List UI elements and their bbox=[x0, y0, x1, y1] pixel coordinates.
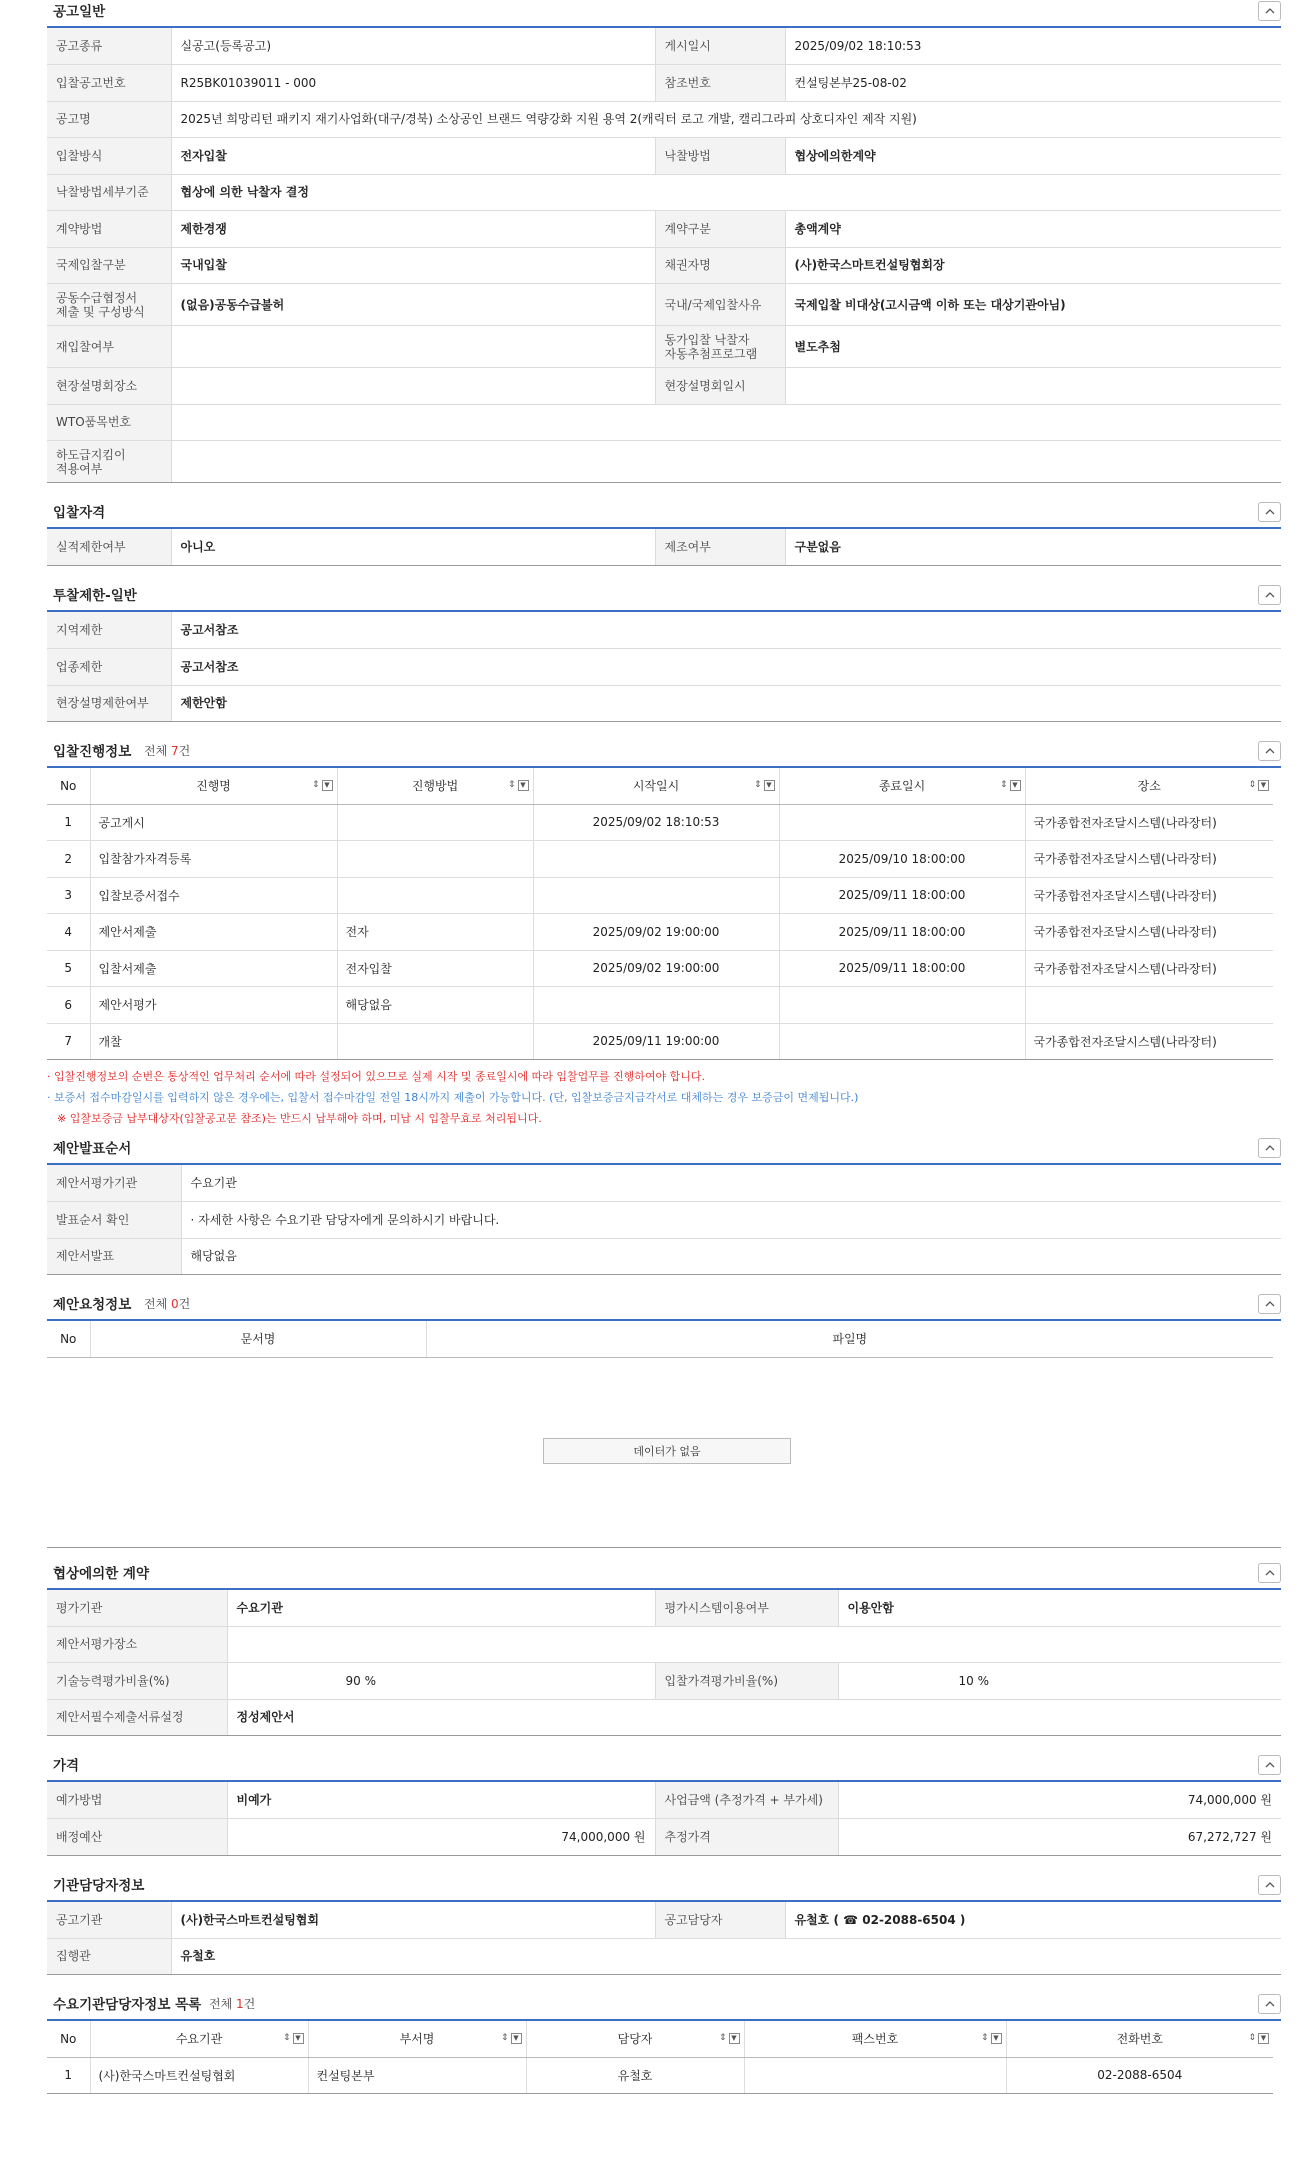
field-value: 수요기관 bbox=[227, 1590, 655, 1627]
kv-row bbox=[47, 1238, 1281, 1275]
field-value: 공고서참조 bbox=[171, 612, 1281, 649]
column-header-label: 팩스번호 bbox=[851, 2032, 899, 2047]
general-row bbox=[47, 368, 1281, 405]
field-label: 입찰방식 bbox=[47, 138, 171, 175]
field-value: · 자세한 사항은 수요기관 담당자에게 문의하시기 바랍니다. bbox=[181, 1202, 1281, 1239]
request-collapse-button[interactable] bbox=[1258, 1294, 1281, 1314]
table-cell: 4 bbox=[47, 914, 90, 951]
column-header-label: 종료일시 bbox=[878, 779, 926, 794]
table-cell: 전자입찰 bbox=[337, 950, 533, 987]
column-header bbox=[47, 2021, 90, 2057]
column-header-label: 진행명 bbox=[196, 779, 231, 794]
kv-row bbox=[47, 649, 1281, 686]
field-value: 실공고(등록공고) bbox=[171, 28, 655, 65]
kv-row bbox=[47, 1202, 1281, 1239]
table-cell: 6 bbox=[47, 987, 90, 1024]
column-header[interactable] bbox=[337, 768, 533, 804]
field-label: 공고종류 bbox=[47, 28, 171, 65]
general-row bbox=[47, 101, 1281, 138]
chevron-up-icon bbox=[1265, 1882, 1275, 1888]
sort-control[interactable] bbox=[501, 2033, 522, 2044]
kv-row bbox=[47, 612, 1281, 649]
filter-dropdown-icon[interactable]: ▼ bbox=[1258, 780, 1269, 791]
chevron-up-icon bbox=[1265, 592, 1275, 598]
field-value: 별도추첨 bbox=[785, 326, 1281, 368]
column-header[interactable] bbox=[533, 768, 779, 804]
filter-dropdown-icon[interactable]: ▼ bbox=[764, 780, 775, 791]
field-value: (사)한국스마트컨설팅협회 bbox=[171, 1902, 655, 1939]
table-cell: 02-2088-6504 bbox=[1006, 2057, 1273, 2094]
table-cell bbox=[337, 1023, 533, 1060]
table-row bbox=[47, 1023, 1273, 1060]
presentation-header bbox=[47, 1137, 1281, 1165]
table-row bbox=[47, 877, 1273, 914]
field-label: 추정가격 bbox=[655, 1819, 838, 1856]
chevron-up-icon bbox=[1265, 509, 1275, 515]
chevron-up-icon bbox=[1265, 1301, 1275, 1307]
field-label: 게시일시 bbox=[655, 28, 785, 65]
kv-row bbox=[47, 1819, 1281, 1856]
field-value: 제한안함 bbox=[171, 685, 1281, 722]
column-header[interactable] bbox=[90, 2021, 308, 2057]
sort-control[interactable] bbox=[312, 780, 333, 791]
field-label: 공동수급협정서 제출 및 구성방식 bbox=[47, 284, 171, 326]
column-header[interactable] bbox=[1025, 768, 1273, 804]
field-label: WTO품목번호 bbox=[47, 404, 171, 441]
field-label: 발표순서 확인 bbox=[47, 1202, 181, 1239]
presentation-title: 제안발표순서 bbox=[53, 1141, 132, 1157]
field-value: 유철호 bbox=[171, 1938, 1281, 1975]
field-label: 재입찰여부 bbox=[47, 326, 171, 368]
table-cell: 국가종합전자조달시스템(나라장터) bbox=[1025, 1023, 1273, 1060]
sort-arrows-icon[interactable]: ⇕ bbox=[1248, 2033, 1256, 2043]
page bbox=[47, 0, 1281, 2094]
table-cell bbox=[779, 1023, 1025, 1060]
table-header-row bbox=[47, 2021, 1273, 2057]
filter-dropdown-icon[interactable]: ▼ bbox=[518, 780, 529, 791]
sort-arrows-icon[interactable]: ⇕ bbox=[980, 2033, 989, 2043]
count-prefix: 전체 bbox=[209, 1997, 236, 2011]
negotiation-title: 협상에의한 계약 bbox=[53, 1565, 149, 1582]
column-header[interactable] bbox=[744, 2021, 1006, 2057]
count-suffix: 건 bbox=[178, 744, 191, 758]
table-cell: (사)한국스마트컨설팅협회 bbox=[90, 2057, 308, 2094]
field-value: 비예가 bbox=[227, 1782, 655, 1819]
field-value: 국제입찰 비대상(고시금액 이하 또는 대상기관아님) bbox=[785, 284, 1281, 326]
presentation-table bbox=[47, 1165, 1281, 1275]
column-header-label: 장소 bbox=[1137, 779, 1161, 794]
no-data-message: 데이터가 없음 bbox=[543, 1438, 791, 1464]
field-value: 공고서참조 bbox=[171, 649, 1281, 686]
sort-arrows-icon[interactable]: ⇕ bbox=[311, 780, 320, 790]
table-cell: 2025/09/10 18:00:00 bbox=[779, 841, 1025, 878]
demand-table bbox=[47, 2021, 1273, 2094]
progress-notes bbox=[47, 1060, 1281, 1137]
count-number: 0 bbox=[171, 1297, 179, 1311]
filter-dropdown-icon[interactable]: ▼ bbox=[293, 2033, 304, 2044]
table-cell: 2025/09/02 19:00:00 bbox=[533, 950, 779, 987]
notice-text: · 입찰진행정보의 순번은 통상적인 업무처리 순서에 따라 설정되어 있으므로 실제 시작 및 종료일시에 따라 입찰업무를 진행하여야 합니다. bbox=[47, 1070, 705, 1083]
field-value: 74,000,000 원 bbox=[227, 1819, 655, 1856]
general-row bbox=[47, 441, 1281, 483]
chevron-up-icon bbox=[1265, 2001, 1275, 2007]
field-label: 집행관 bbox=[47, 1938, 171, 1975]
field-label: 배정예산 bbox=[47, 1819, 227, 1856]
general-row bbox=[47, 138, 1281, 175]
table-cell: 1 bbox=[47, 2057, 90, 2094]
negotiation-table bbox=[47, 1590, 1281, 1737]
field-label: 평가기관 bbox=[47, 1590, 227, 1627]
table-cell: 입찰보증서접수 bbox=[90, 877, 337, 914]
restriction-title: 투찰제한-일반 bbox=[53, 588, 137, 604]
table-cell: 개찰 bbox=[90, 1023, 337, 1060]
filter-dropdown-icon[interactable]: ▼ bbox=[322, 780, 333, 791]
table-header-row bbox=[47, 768, 1273, 804]
column-header: 파일명 bbox=[426, 1321, 1273, 1357]
field-label: 실적제한여부 bbox=[47, 529, 171, 566]
progress-header bbox=[47, 740, 1281, 768]
column-header bbox=[47, 768, 90, 804]
sort-arrows-icon[interactable]: ⇕ bbox=[718, 2033, 727, 2043]
table-cell: 국가종합전자조달시스템(나라장터) bbox=[1025, 841, 1273, 878]
demand-header bbox=[47, 1993, 1281, 2021]
table-cell: 2025/09/11 19:00:00 bbox=[533, 1023, 779, 1060]
kv-row bbox=[47, 685, 1281, 722]
field-value: 이용안함 bbox=[838, 1590, 1281, 1627]
count-number: 1 bbox=[236, 1997, 244, 2011]
field-label: 공고명 bbox=[47, 101, 171, 138]
field-label: 사업금액 (추정가격 + 부가세) bbox=[655, 1782, 838, 1819]
field-label: 지역제한 bbox=[47, 612, 171, 649]
field-value: 협상에의한계약 bbox=[785, 138, 1281, 175]
negotiation-header bbox=[47, 1562, 1281, 1590]
table-row bbox=[47, 950, 1273, 987]
table-cell: 입찰서제출 bbox=[90, 950, 337, 987]
field-value: 아니오 bbox=[171, 529, 655, 566]
restriction-collapse-button[interactable] bbox=[1258, 585, 1281, 605]
table-cell bbox=[744, 2057, 1006, 2094]
table-cell: 입찰참가자격등록 bbox=[90, 841, 337, 878]
column-header[interactable] bbox=[90, 768, 337, 804]
kv-row bbox=[47, 1699, 1281, 1736]
table-cell: 국가종합전자조달시스템(나라장터) bbox=[1025, 877, 1273, 914]
sort-control[interactable] bbox=[981, 2033, 1002, 2044]
table-cell: 2025/09/11 18:00:00 bbox=[779, 914, 1025, 951]
column-header-label: 부서명 bbox=[399, 2032, 435, 2047]
sort-control[interactable] bbox=[719, 2033, 740, 2044]
field-value: 10 % bbox=[838, 1663, 1281, 1700]
field-value: 컨설팅본부25-08-02 bbox=[785, 65, 1281, 102]
notice-text: ※ 입찰보증금 납부대상자(입찰공고문 참조)는 반드시 납부해야 하며, 미납 시 입찰무효로 처리됩니다. bbox=[57, 1112, 542, 1125]
demand-count bbox=[209, 1995, 255, 2012]
table-row bbox=[47, 987, 1273, 1024]
column-header: No bbox=[47, 1321, 90, 1357]
field-label: 참조번호 bbox=[655, 65, 785, 102]
demand-title: 수요기관담당자정보 목록 bbox=[53, 1997, 202, 2013]
field-value bbox=[171, 368, 655, 405]
filter-dropdown-icon[interactable]: ▼ bbox=[511, 2033, 522, 2044]
filter-dropdown-icon[interactable]: ▼ bbox=[1258, 2033, 1269, 2044]
general-title: 공고일반 bbox=[53, 4, 106, 20]
presentation-collapse-button[interactable] bbox=[1258, 1138, 1281, 1158]
field-value: 수요기관 bbox=[181, 1165, 1281, 1202]
contact-header bbox=[47, 1874, 1281, 1902]
field-label: 제조여부 bbox=[655, 529, 785, 566]
progress-collapse-button[interactable] bbox=[1258, 741, 1281, 761]
table-cell bbox=[337, 804, 533, 841]
table-cell: 2025/09/02 19:00:00 bbox=[533, 914, 779, 951]
sort-arrows-icon[interactable]: ⇕ bbox=[507, 780, 516, 790]
price-collapse-button[interactable] bbox=[1258, 1755, 1281, 1775]
field-value: 해당없음 bbox=[181, 1238, 1281, 1275]
field-value: 협상에 의한 낙찰자 결정 bbox=[171, 174, 1281, 211]
field-value: 구분없음 bbox=[785, 529, 1281, 566]
general-row bbox=[47, 284, 1281, 326]
field-label: 낙찰방법 bbox=[655, 138, 785, 175]
progress-table bbox=[47, 768, 1273, 1060]
progress-count bbox=[144, 742, 190, 759]
general-table bbox=[47, 28, 1281, 483]
column-header[interactable] bbox=[526, 2021, 744, 2057]
table-cell bbox=[533, 877, 779, 914]
negotiation-collapse-button[interactable] bbox=[1258, 1563, 1281, 1583]
general-row bbox=[47, 326, 1281, 368]
field-label: 업종제한 bbox=[47, 649, 171, 686]
general-row bbox=[47, 174, 1281, 211]
table-cell bbox=[337, 877, 533, 914]
general-collapse-button[interactable] bbox=[1258, 1, 1281, 21]
field-value: (사)한국스마트컨설팅협회장 bbox=[785, 247, 1281, 284]
general-row bbox=[47, 247, 1281, 284]
table-cell: 2 bbox=[47, 841, 90, 878]
contact-title: 기관담당자정보 bbox=[53, 1877, 145, 1894]
field-label: 제안서발표 bbox=[47, 1238, 181, 1275]
table-cell: 국가종합전자조달시스템(나라장터) bbox=[1025, 914, 1273, 951]
sort-control[interactable] bbox=[754, 780, 775, 791]
sort-arrows-icon[interactable]: ⇕ bbox=[500, 2033, 509, 2043]
field-value: 총액계약 bbox=[785, 211, 1281, 248]
field-value: 67,272,727 원 bbox=[838, 1819, 1281, 1856]
field-value bbox=[171, 441, 1281, 483]
kv-row bbox=[47, 1938, 1281, 1975]
request-title: 제안요청정보 bbox=[53, 1297, 132, 1313]
field-value: 90 % bbox=[227, 1663, 655, 1700]
field-value: R25BK01039011 - 000 bbox=[171, 65, 655, 102]
chevron-up-icon bbox=[1265, 1145, 1275, 1151]
field-value: 국내입찰 bbox=[171, 247, 655, 284]
table-cell: 2025/09/11 18:00:00 bbox=[779, 950, 1025, 987]
sort-arrows-icon[interactable]: ⇕ bbox=[999, 780, 1008, 790]
table-row bbox=[47, 2057, 1273, 2094]
field-label: 공고기관 bbox=[47, 1902, 171, 1939]
field-label: 낙찰방법세부기준 bbox=[47, 174, 171, 211]
field-label: 계약구분 bbox=[655, 211, 785, 248]
general-row bbox=[47, 211, 1281, 248]
sort-control[interactable] bbox=[1248, 780, 1269, 791]
table-cell: 1 bbox=[47, 804, 90, 841]
table-cell: 공고게시 bbox=[90, 804, 337, 841]
field-value bbox=[171, 326, 655, 368]
contact-table bbox=[47, 1902, 1281, 1976]
qualification-collapse-button[interactable] bbox=[1258, 502, 1281, 522]
field-value: (없음)공동수급불허 bbox=[171, 284, 655, 326]
table-cell: 해당없음 bbox=[337, 987, 533, 1024]
general-row bbox=[47, 28, 1281, 65]
count-suffix: 건 bbox=[178, 1297, 191, 1311]
filter-dropdown-icon[interactable]: ▼ bbox=[1010, 780, 1021, 791]
table-cell: 국가종합전자조달시스템(나라장터) bbox=[1025, 950, 1273, 987]
field-label: 국내/국제입찰사유 bbox=[655, 284, 785, 326]
table-cell bbox=[1025, 987, 1273, 1024]
table-cell bbox=[533, 987, 779, 1024]
field-label: 제안서필수제출서류설정 bbox=[47, 1699, 227, 1736]
restriction-table bbox=[47, 612, 1281, 722]
table-cell: 5 bbox=[47, 950, 90, 987]
kv-row bbox=[47, 1165, 1281, 1202]
sort-control[interactable] bbox=[283, 2033, 304, 2044]
request-count bbox=[144, 1295, 190, 1312]
count-suffix: 건 bbox=[243, 1997, 256, 2011]
field-value: 전자입찰 bbox=[171, 138, 655, 175]
count-prefix: 전체 bbox=[144, 1297, 171, 1311]
field-label: 제안서평가기관 bbox=[47, 1165, 181, 1202]
restriction-header bbox=[47, 584, 1281, 612]
field-value: 74,000,000 원 bbox=[838, 1782, 1281, 1819]
field-label: 제안서평가장소 bbox=[47, 1626, 227, 1663]
field-value bbox=[227, 1626, 1281, 1663]
kv-row bbox=[47, 1626, 1281, 1663]
chevron-up-icon bbox=[1265, 748, 1275, 754]
kv-row bbox=[47, 1902, 1281, 1939]
sort-arrows-icon[interactable]: ⇕ bbox=[753, 780, 762, 790]
table-cell: 2025/09/11 18:00:00 bbox=[779, 877, 1025, 914]
table-cell: 전자 bbox=[337, 914, 533, 951]
notice-text: · 보증서 접수마감일시를 입력하지 않은 경우에는, 입찰서 접수마감일 전일 18시까지 제출이 가능합니다. (단, 입찰보증금지급각서로 대체하는 경우 보증금이 면제됩니다.) bbox=[47, 1091, 859, 1104]
qualification-table bbox=[47, 529, 1281, 566]
field-value: 2025/09/02 18:10:53 bbox=[785, 28, 1281, 65]
general-header bbox=[47, 0, 1281, 28]
table-row bbox=[47, 841, 1273, 878]
request-table bbox=[47, 1321, 1273, 1358]
field-label: 현장설명회일시 bbox=[655, 368, 785, 405]
table-cell: 2025/09/02 18:10:53 bbox=[533, 804, 779, 841]
table-cell bbox=[337, 841, 533, 878]
field-label: 국제입찰구분 bbox=[47, 247, 171, 284]
column-header[interactable] bbox=[308, 2021, 526, 2057]
sort-arrows-icon[interactable]: ⇕ bbox=[1248, 780, 1256, 790]
field-label: 현장설명제한여부 bbox=[47, 685, 171, 722]
field-label: 하도급지킴이 적용여부 bbox=[47, 441, 171, 483]
kv-row bbox=[47, 1663, 1281, 1700]
column-header: 문서명 bbox=[90, 1321, 426, 1357]
table-cell: 3 bbox=[47, 877, 90, 914]
count-number: 7 bbox=[171, 744, 179, 758]
field-label: 예가방법 bbox=[47, 1782, 227, 1819]
table-cell bbox=[779, 987, 1025, 1024]
column-header-label: 진행방법 bbox=[411, 779, 459, 794]
table-cell: 제안서평가 bbox=[90, 987, 337, 1024]
contact-collapse-button[interactable] bbox=[1258, 1875, 1281, 1895]
field-label: 입찰가격평가비율(%) bbox=[655, 1663, 838, 1700]
request-header bbox=[47, 1293, 1281, 1321]
table-cell: 국가종합전자조달시스템(나라장터) bbox=[1025, 804, 1273, 841]
field-value: 정성제안서 bbox=[227, 1699, 1281, 1736]
chevron-up-icon bbox=[1265, 8, 1275, 14]
field-label: 계약방법 bbox=[47, 211, 171, 248]
field-label: 공고담당자 bbox=[655, 1902, 785, 1939]
kv-row bbox=[47, 1782, 1281, 1819]
table-header-row bbox=[47, 1321, 1273, 1357]
filter-dropdown-icon[interactable]: ▼ bbox=[729, 2033, 740, 2044]
qualification-title: 입찰자격 bbox=[53, 505, 106, 521]
demand-collapse-button[interactable] bbox=[1258, 1994, 1281, 2014]
field-value: 2025년 희망리턴 패키지 재기사업화(대구/경북) 소상공인 브랜드 역량강화 지원 용역 2(캐릭터 로고 개발, 캘리그라피 상호디자인 제작 지원) bbox=[171, 101, 1281, 138]
table-cell bbox=[779, 804, 1025, 841]
sort-control[interactable] bbox=[1248, 2033, 1269, 2044]
field-label: 평가시스템이용여부 bbox=[655, 1590, 838, 1627]
price-table bbox=[47, 1782, 1281, 1856]
sort-arrows-icon[interactable]: ⇕ bbox=[282, 2033, 291, 2043]
table-cell bbox=[533, 841, 779, 878]
kv-row bbox=[47, 1590, 1281, 1627]
price-title: 가격 bbox=[53, 1758, 80, 1774]
field-value bbox=[171, 404, 1281, 441]
filter-dropdown-icon[interactable]: ▼ bbox=[991, 2033, 1002, 2044]
chevron-up-icon bbox=[1265, 1762, 1275, 1768]
field-value: 유철호 ( ☎ 02-2088-6504 ) bbox=[785, 1902, 1281, 1939]
column-header-label: 수요기관 bbox=[175, 2032, 223, 2047]
qualification-header bbox=[47, 501, 1281, 529]
general-row bbox=[47, 65, 1281, 102]
price-header bbox=[47, 1754, 1281, 1782]
kv-row bbox=[47, 529, 1281, 566]
empty-table-area bbox=[47, 1358, 1281, 1548]
column-header-label: 시작일시 bbox=[632, 779, 680, 794]
count-prefix: 전체 bbox=[144, 744, 171, 758]
field-label: 기술능력평가비율(%) bbox=[47, 1663, 227, 1700]
sort-control[interactable] bbox=[1000, 780, 1021, 791]
table-cell: 7 bbox=[47, 1023, 90, 1060]
field-label: 동가입찰 낙찰자 자동추첨프로그램 bbox=[655, 326, 785, 368]
column-header-label: No bbox=[60, 778, 77, 793]
field-label: 입찰공고번호 bbox=[47, 65, 171, 102]
table-row bbox=[47, 804, 1273, 841]
chevron-up-icon bbox=[1265, 1570, 1275, 1576]
field-value: 제한경쟁 bbox=[171, 211, 655, 248]
general-row bbox=[47, 404, 1281, 441]
progress-title: 입찰진행정보 bbox=[53, 744, 132, 760]
table-cell: 컨설팅본부 bbox=[308, 2057, 526, 2094]
table-cell: 제안서제출 bbox=[90, 914, 337, 951]
table-cell: 유철호 bbox=[526, 2057, 744, 2094]
table-row bbox=[47, 914, 1273, 951]
field-label: 채권자명 bbox=[655, 247, 785, 284]
column-header-label: 담당자 bbox=[617, 2032, 653, 2047]
field-label: 현장설명회장소 bbox=[47, 368, 171, 405]
sort-control[interactable] bbox=[508, 780, 529, 791]
column-header-label: 전화번호 bbox=[1116, 2032, 1163, 2047]
column-header[interactable] bbox=[779, 768, 1025, 804]
field-value bbox=[785, 368, 1281, 405]
column-header-label: No bbox=[60, 2031, 77, 2046]
column-header[interactable] bbox=[1006, 2021, 1273, 2057]
